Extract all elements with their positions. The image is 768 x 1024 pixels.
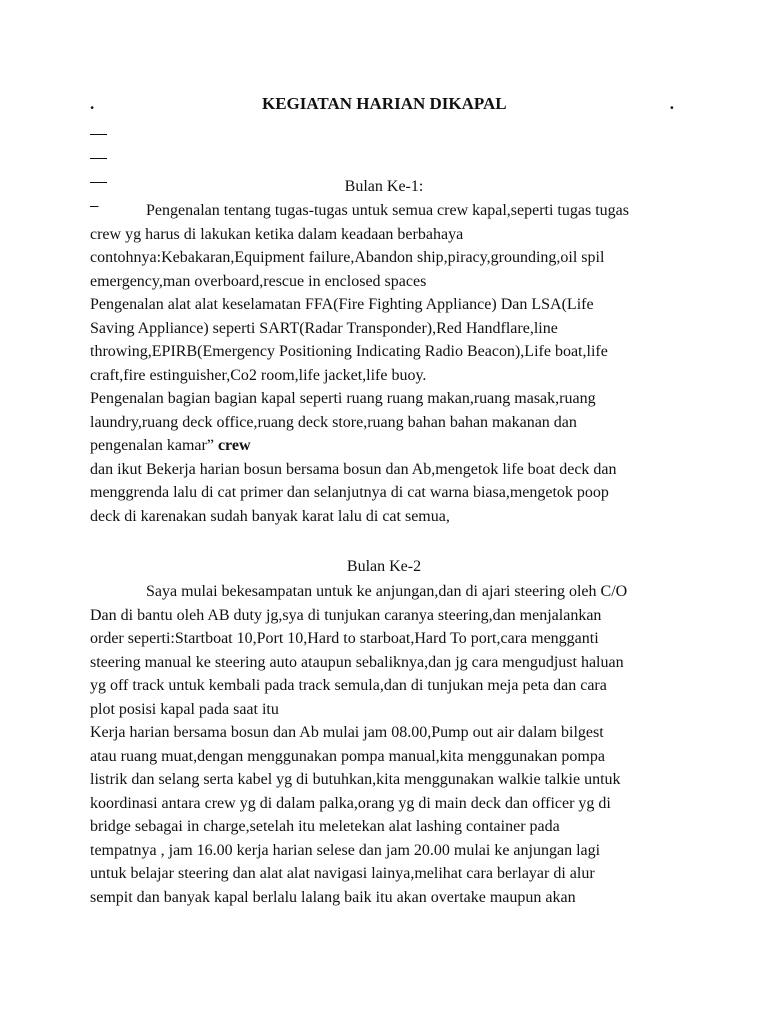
text-line: menggrenda lalu di cat primer dan selanjutnya di cat warna biasa,mengetok poop [90,484,609,501]
text-line: tempatnya , jam 16.00 kerja harian selese dan jam 20.00 mulai ke anjungan lagi [90,841,601,859]
section-body-month-1 [90,199,690,528]
text-line: koordinasi antara crew yg di dalam palka,orang yg di main deck dan officer yg di [90,794,611,812]
text-line: emergency,man overboard,rescue in enclosed spaces [90,272,427,290]
text-line: untuk belajar steering dan alat alat navigasi lainya,melihat cara berlayar di alur [90,865,595,882]
text-line: craft,fire estinguisher,Co2 room,life jacket,life buoy. [90,366,427,384]
text-line: bridge sebagai in charge,setelah itu meletekan alat lashing container pada [90,818,560,835]
text-line-with-bold [90,434,690,458]
text-line: Dan di bantu oleh AB duty jg,sya di tunjukan caranya steering,dan menjalankan [90,606,602,624]
text-line: Kerja harian bersama bosun dan Ab mulai jam 08.00,Pump out air dalam bilgest [90,724,604,741]
text-line: deck di karenakan sudah banyak karat lalu di cat semua, [90,507,450,525]
text-line: plot posisi kapal pada saat itu [90,700,279,718]
text-line: sempit dan banyak kapal berlalu lalang baik itu akan overtake maupun akan [90,888,576,906]
text-line: Saving Appliance) seperti SART(Radar Transponder),Red Handflare,line [90,319,558,337]
text-line: steering manual ke steering auto ataupun sebaliknya,dan jg cara mengudjust haluan [90,653,624,671]
text-line: order seperti:Startboat 10,Port 10,Hard to starboat,Hard To port,cara mengganti [90,630,599,647]
document-title-line [90,92,674,116]
text-line: Pengenalan bagian bagian kapal seperti ruang ruang makan,ruang masak,ruang [90,390,596,407]
title-left-mark: . [90,94,95,113]
text-line: listrik dan selang serta kabel yg di butuhkan,kita menggunakan walkie talkie untuk [90,771,621,788]
title-right-mark: . [669,94,674,113]
text-line: Pengenalan tentang tugas-tugas untuk semua crew kapal,seperti tugas tugas [146,202,629,219]
section-body-month-2 [90,580,690,909]
text-line: contohnya:Kebakaran,Equipment failure,Abandon ship,piracy,grounding,oil spil [90,249,605,266]
text-fragment: pengenalan kamar” [90,437,214,454]
section-heading-month-2: Bulan Ke-2 [346,558,422,575]
text-line: yg off track untuk kembali pada track semula,dan di tunjukan meja peta dan cara [90,677,607,694]
text-line: laundry,ruang deck office,ruang deck store,ruang bahan bahan makanan dan [90,413,577,431]
bold-word: crew [217,437,251,454]
section-heading-month-1: Bulan Ke-1: [344,178,424,195]
text-line: Saya mulai bekesampatan untuk ke anjungan,dan di ajari steering oleh C/O [146,583,628,600]
text-line: Pengenalan alat alat keselamatan FFA(Fire Fighting Appliance) Dan LSA(Life [90,296,594,313]
text-line: dan ikut Bekerja harian bosun bersama bosun dan Ab,mengetok life boat deck dan [90,460,617,478]
text-line: atau ruang muat,dengan menggunakan pompa manual,kita menggunakan pompa [90,747,605,765]
text-line: throwing,EPIRB(Emergency Positioning Indicating Radio Beacon),Life boat,life [90,343,608,360]
document-title: KEGIATAN HARIAN DIKAPAL [262,94,507,113]
text-line: crew yg harus di lakukan ketika dalam keadaan berbahaya [90,225,464,243]
